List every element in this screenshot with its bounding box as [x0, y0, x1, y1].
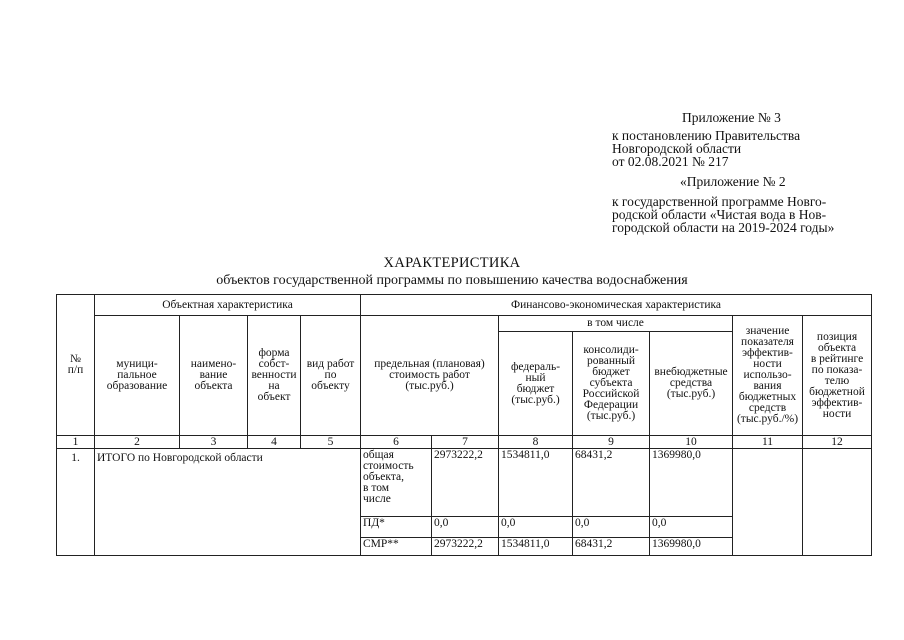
column-number-row	[57, 436, 872, 449]
header-num: № п/п	[57, 295, 95, 436]
efficiency-value	[733, 449, 803, 556]
offbudget-value: 1369980,0	[650, 449, 733, 517]
federal-budget-value: 0,0	[499, 517, 573, 538]
cost-type-label: СМР**	[361, 538, 432, 556]
header-finance-group: Финансово-экономическая характеристика	[361, 295, 872, 316]
appendix-3-title: Приложение № 3	[682, 110, 781, 125]
consolidated-budget-value: 0,0	[573, 517, 650, 538]
row-name: ИТОГО по Новгородской области	[95, 449, 361, 556]
appendix-3-line: к постановлению Правительства	[612, 128, 801, 143]
header-max-cost: предельная (плановая) стоимость работ (тыс.руб.)	[361, 316, 499, 436]
appendix-2-line: к государственной программе Новго-	[612, 194, 827, 209]
offbudget-value: 0,0	[650, 517, 733, 538]
column-number: 1	[57, 436, 95, 449]
total-cost-value: 2973222,2	[432, 449, 499, 517]
column-number: 9	[573, 436, 650, 449]
total-cost-value: 0,0	[432, 517, 499, 538]
document-title: ХАРАКТЕРИСТИКА	[383, 255, 521, 271]
characteristics-table	[56, 294, 872, 556]
header-consolidated: консолиди- рованный бюджет субъекта Российской Федерации (тыс.руб.)	[573, 332, 650, 436]
header-including: в том числе	[499, 316, 733, 332]
document-subtitle: объектов государственной программы по повышению качества водоснабжения	[216, 273, 688, 288]
appendix-2-details	[612, 195, 834, 234]
appendix-2-line: родской области «Чистая вода в Нов-	[612, 207, 827, 222]
rating-value	[803, 449, 872, 556]
header-work-type: вид работ по объекту	[301, 316, 361, 436]
column-number: 6	[361, 436, 432, 449]
consolidated-budget-value: 68431,2	[573, 538, 650, 556]
column-number: 7	[432, 436, 499, 449]
column-number: 4	[248, 436, 301, 449]
total-cost-value: 2973222,2	[432, 538, 499, 556]
column-number: 11	[733, 436, 803, 449]
table-row	[57, 449, 872, 517]
header-offbudget: внебюджетные средства (тыс.руб.)	[650, 332, 733, 436]
offbudget-value: 1369980,0	[650, 538, 733, 556]
header-object-group: Объектная характеристика	[95, 295, 361, 316]
column-number: 3	[180, 436, 248, 449]
column-number: 12	[803, 436, 872, 449]
header-ownership: форма собст- венности на объект	[248, 316, 301, 436]
header-object-name: наимено- вание объекта	[180, 316, 248, 436]
appendix-2-line: городской области на 2019-2024 годы»	[612, 220, 835, 235]
column-number: 5	[301, 436, 361, 449]
consolidated-budget-value: 68431,2	[573, 449, 650, 517]
appendix-3-details	[612, 129, 800, 168]
appendix-2-title: «Приложение № 2	[680, 174, 786, 189]
column-number: 10	[650, 436, 733, 449]
header-efficiency: значение показателя эффектив- ности использо- вания бюджетных средств (тыс.руб./%)	[733, 316, 803, 436]
appendix-3-line: Новгородской области	[612, 141, 742, 156]
row-number: 1.	[57, 449, 95, 556]
federal-budget-value: 1534811,0	[499, 449, 573, 517]
column-number: 2	[95, 436, 180, 449]
header-municipality: муници- пальное образование	[95, 316, 180, 436]
header-federal: федераль- ный бюджет (тыс.руб.)	[499, 332, 573, 436]
column-number: 8	[499, 436, 573, 449]
cost-type-label: общая стоимость объекта, в том числе	[361, 449, 432, 517]
federal-budget-value: 1534811,0	[499, 538, 573, 556]
cost-type-label: ПД*	[361, 517, 432, 538]
appendix-3-line: от 02.08.2021 № 217	[612, 154, 729, 169]
header-rating: позиция объекта в рейтинге по показа- телю бюджетной эффектив- ности	[803, 316, 872, 436]
